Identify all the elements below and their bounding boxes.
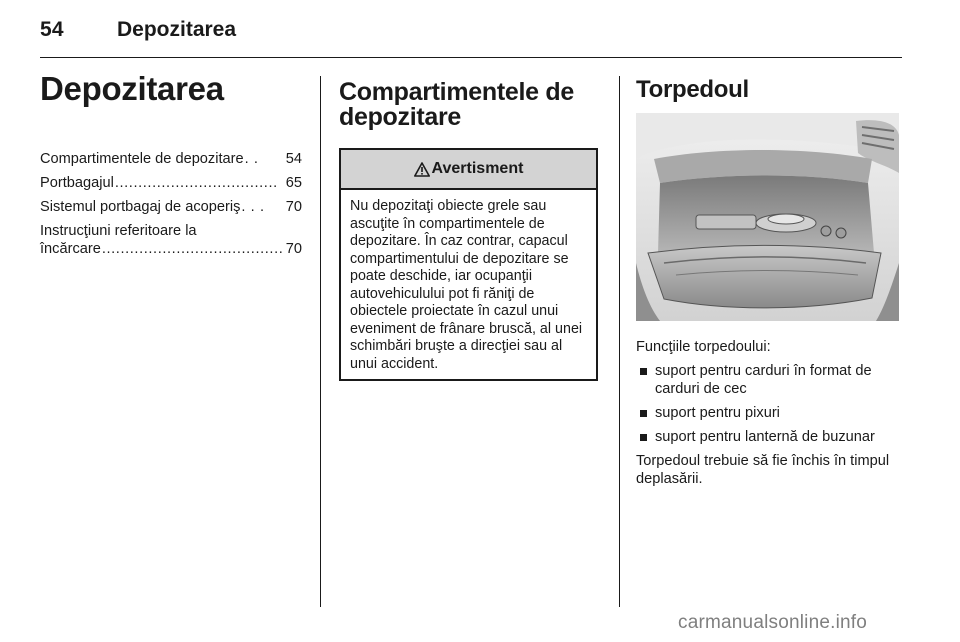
- toc-entry-title: Compartimentele de depozitare: [40, 151, 244, 167]
- warning-text: Nu depozitaţi obiecte grele sau ascuţite în compartimentele de depozitare. În caz contrar, capacul compartimentului de depozitare se poate deschide, iar ocupanţii autovehiculului pot fi răniţi de obiectele proiectate în cazul unui eveniment de frânare bruscă, al unei schimbări bruşte a direcţiei sau al unui accident.: [350, 198, 583, 372]
- closing-note: Torpedoul trebuie să fie închis în timpul deplasării.: [636, 453, 890, 487]
- list-item-text: suport pentru lanternă de buzunar: [655, 429, 875, 445]
- toc-leader: .......................................: [101, 241, 284, 257]
- bullet-square-icon: [640, 410, 647, 417]
- toc-entry[interactable]: [40, 222, 302, 258]
- toc-page: 70: [285, 199, 302, 215]
- toc-page: 54: [285, 151, 302, 167]
- list-item-text: suport pentru pixuri: [655, 405, 780, 421]
- bullet-square-icon: [640, 434, 647, 441]
- warning-triangle-icon: [414, 162, 430, 177]
- column-divider: [320, 76, 321, 607]
- toc-page: 65: [285, 175, 302, 191]
- toc-entry-title: Sistemul portbagaj de acoperiş: [40, 199, 241, 215]
- toc-entry-title: Portbagajul: [40, 175, 114, 191]
- glovebox-text: [636, 338, 904, 488]
- toc-entry[interactable]: [40, 198, 302, 216]
- list-item: [636, 362, 904, 398]
- list-item: [636, 428, 904, 446]
- column-divider: [619, 76, 620, 607]
- bullet-square-icon: [640, 368, 647, 375]
- toc-leader: ...................................: [114, 175, 278, 191]
- toc-entry[interactable]: [40, 174, 302, 192]
- warning-header: [341, 150, 596, 190]
- toc-page: 70: [285, 241, 302, 257]
- watermark: carmanualsonline.info: [678, 612, 868, 633]
- toc-entry-title: încărcare: [40, 241, 101, 257]
- running-title: Depozitarea: [117, 18, 237, 41]
- list-item: [636, 404, 904, 422]
- toc-leader: . .: [244, 151, 259, 167]
- glovebox-photo: [636, 113, 899, 321]
- functions-intro: Funcţiile torpedoului:: [636, 339, 771, 355]
- warning-box: [339, 148, 598, 381]
- page-number: 54: [40, 18, 64, 41]
- toc-leader: . . .: [241, 199, 265, 215]
- section-title: Torpedoul: [636, 76, 749, 103]
- section-title: Compartimentele de depozitare: [339, 78, 574, 131]
- table-of-contents: [40, 150, 302, 264]
- list-item-text: suport pentru carduri în format de carduri de cec: [655, 363, 872, 397]
- warning-heading: Avertisment: [431, 160, 524, 177]
- toc-entry-title-line1: Instrucţiuni referitoare la: [40, 223, 197, 239]
- chapter-title: Depozitarea: [40, 70, 224, 107]
- header-rule: [40, 57, 902, 58]
- toc-entry[interactable]: [40, 150, 302, 168]
